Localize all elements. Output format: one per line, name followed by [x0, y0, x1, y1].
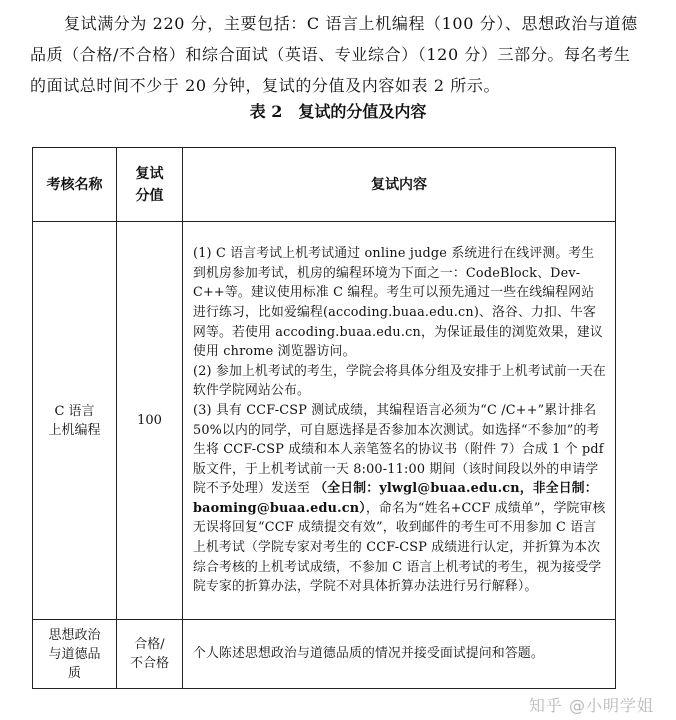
content-item-1: (1) C 语言考试上机考试通过 online judge 系统进行在线评测。考生到机房参加考试，机房的编程环境为下面之一：CodeBlock、Dev-C++等。建议使用标准 C 编程。考生可以预先通过一些在线编程网站进行练习，比如爱编程(accoding.buaa.edu.cn)、洛谷、力扣、牛客网等。若使用 accoding.buaa.edu.cn，为保证最佳的浏览效果，建议使用 chrome 浏览器访问。: [193, 246, 603, 360]
content-item-3: (3) 具有 CCF-CSP 测试成绩，其编程语言必须为“C /C++”累计排名 50%以内的同学，可自愿选择是否参加本次测试。如选择“不参加”的考生将 CCF-CSP 成绩和本人亲笔签名的协议书（附件 7）合成 1 个 pdf 版文件，于上机考试前一天 8:00-11:00 期间（该时间段以外的申请学院不予处理）发送至 （全日制：ylwgl@buaa.edu.cn，非全日制：baoming@buaa.edu.cn），命名为“姓名+CCF 成绩单”，学院审核无误将回复“CCF 成绩提交有效”，收到邮件的考生可不用参加 C 语言上机考试（学院专家对考生的 CCF-CSP 成绩进行认定，并折算为本次综合考核的上机考试成绩，不参加 C 语言上机考试的考生，视为接受学院专家的折算办法，学院不对具体折算办法进行另行解释）。: [193, 402, 606, 595]
row-score-politics: 合格/ 不合格: [117, 620, 183, 689]
row-name-c-programming: C 语言 上机编程: [33, 222, 117, 620]
table-title: 表 2 复试的分值及内容: [249, 102, 427, 121]
row-content-politics: 个人陈述思想政治与道德品质的情况并接受面试提问和答题。: [183, 620, 616, 689]
email-addresses: （全日制：ylwgl@buaa.edu.cn，非全日制：baoming@buaa.edu.cn）: [193, 481, 598, 516]
watermark: 知乎 @小明学姐: [528, 696, 654, 715]
table-row: [33, 620, 616, 689]
header-exam-name: 考核名称: [33, 148, 117, 222]
header-score: 复试 分值: [117, 148, 183, 222]
row-score-c-programming: 100: [117, 222, 183, 620]
content-item-2: (2) 参加上机考试的考生，学院会将具体分组及安排于上机考试前一天在软件学院网站公布。: [193, 363, 606, 399]
header-content: 复试内容: [183, 148, 616, 222]
row-content-c-programming: [183, 222, 616, 620]
intro-paragraph: 复试满分为 220 分，主要包括：C 语言上机编程（100 分）、思想政治与道德品质（合格/不合格）和综合面试（英语、专业综合）（120 分）三部分。每名考生的面试总时间不少于 20 分钟，复试的分值及内容如表 2 所示。: [30, 14, 638, 95]
score-table: [32, 147, 616, 689]
table-row: [33, 222, 616, 620]
row-name-politics: 思想政治 与道德品 质: [33, 620, 117, 689]
table-header-row: [33, 148, 616, 222]
